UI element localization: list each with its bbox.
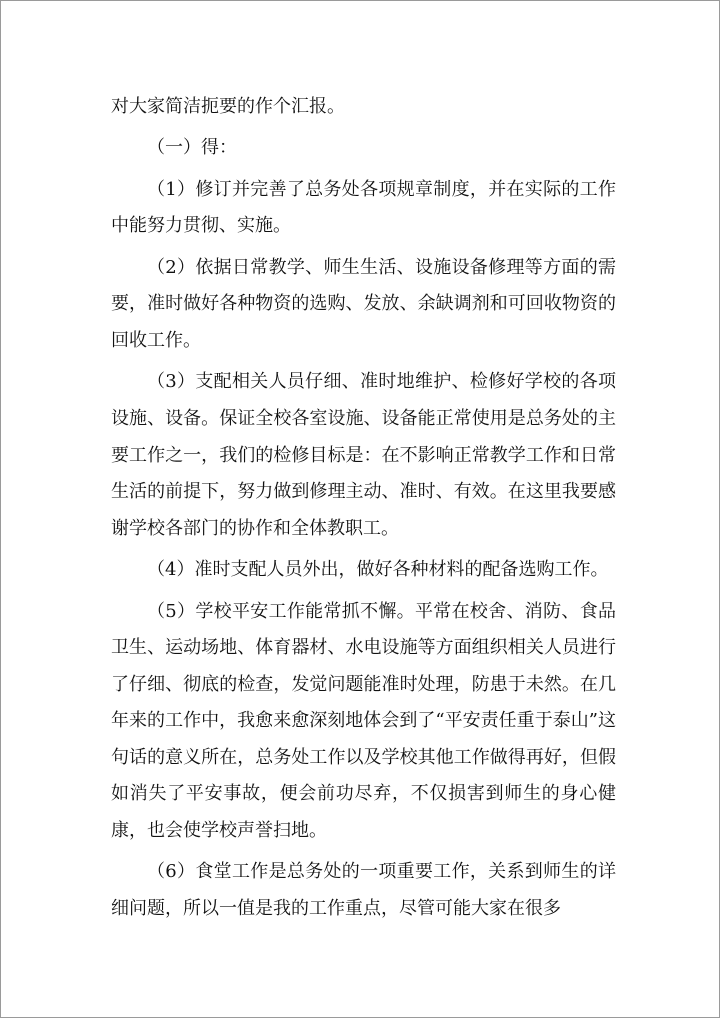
document-body [111, 89, 616, 932]
paragraph-item-1: （1）修订并完善了总务处各项规章制度，并在实际的工作中能努力贯彻、实施。 [111, 178, 616, 237]
paragraph-item-2: （2）依据日常教学、师生生活、设施设备修理等方面的需要，准时做好各种物资的选购、发放、余缺调剂和可回收物资的回收工作。 [111, 256, 616, 351]
paragraph-item-4: （4）准时支配人员外出，做好各种材料的配备选购工作。 [147, 559, 609, 581]
paragraph-section-heading: （一）得： [147, 137, 237, 159]
paragraph-intro: 对大家简洁扼要的作个汇报。 [111, 96, 345, 117]
paragraph-item-5: （5）学校平安工作能常抓不懈。平常在校舍、消防、食品卫生、运动场地、体育器材、水电设施等方面组织相关人员进行了仔细、彻底的检查，发觉问题能准时处理，防患于未然。在几年来的工作中，我愈来愈深刻地体会到了“平安责任重于泰山”这句话的意义所在，总务处工作以及学校其他工作做得再好，但假如消失了平安事故，便会前功尽弃，不仅损害到师生的身心健康，也会使学校声誉扫地。 [111, 600, 616, 842]
paragraph-item-6: （6）食堂工作是总务处的一项重要工作，关系到师生的详细问题，所以一值是我的工作重点，尽管可能大家在很多 [111, 861, 616, 920]
paragraph-item-3: （3）支配相关人员仔细、准时地维护、检修好学校的各项设施、设备。保证全校各室设施、设备能正常使用是总务处的主要工作之一，我们的检修目标是：在不影响正常教学工作和日常生活的前提下，努力做到修理主动、准时、有效。在这里我要感谢学校各部门的协作和全体教职工。 [111, 371, 616, 539]
